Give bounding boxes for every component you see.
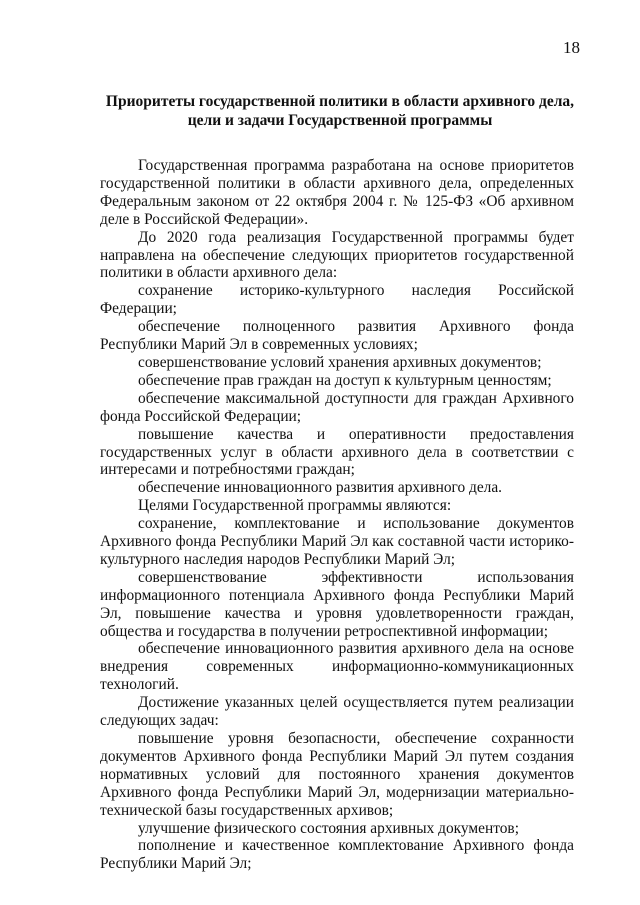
list-item: повышение уровня безопасности, обеспечение сохранности документов Архивного фонда Республики Марий Эл путем создания нормативных условий для постоянного хранения документов Архивного фонда Республики Марий Эл, модернизации материально-технической базы государственных архивов; xyxy=(100,730,574,819)
list-item: сохранение историко-культурного наследия Российской Федерации; xyxy=(100,282,574,318)
paragraph: До 2020 года реализация Государственной программы будет направлена на обеспечение следующих приоритетов государственной политики в области архивного дела: xyxy=(100,228,574,282)
list-item: повышение качества и оперативности предоставления государственных услуг в области архивного дела в соответствии с интересами и потребностями граждан; xyxy=(100,425,574,479)
paragraph: Достижение указанных целей осуществляется путем реализации следующих задач: xyxy=(100,694,574,730)
paragraph: Государственная программа разработана на основе приоритетов государственной политики в области архивного дела, определенных Федеральным законом от 22 октября 2004 г. № 125-ФЗ «Об архивном деле в Российской Федерации». xyxy=(100,157,574,228)
paragraph: Целями Государственной программы являются: xyxy=(138,497,452,515)
list-item: совершенствование условий хранения архивных документов; xyxy=(138,353,542,371)
page-number: 18 xyxy=(563,38,580,57)
list-item: сохранение, комплектование и использование документов Архивного фонда Республики Марий Эл как составной части историко-культурного наследия народов Республики Марий Эл; xyxy=(100,515,574,568)
list-item: обеспечение максимальной доступности для граждан Архивного фонда Российской Федерации; xyxy=(100,389,574,425)
section-title xyxy=(100,92,580,130)
list-item: обеспечение прав граждан на доступ к культурным ценностям; xyxy=(138,371,552,389)
list-item: обеспечение инновационного развития архивного дела на основе внедрения современных информационно-коммуникационных технологий. xyxy=(100,640,574,694)
document-body xyxy=(100,157,574,873)
list-item: обеспечение полноценного развития Архивного фонда Республики Марий Эл в современных условиях; xyxy=(100,318,574,354)
list-item: улучшение физического состояния архивных документов; xyxy=(138,819,519,837)
section-title-line: Приоритеты государственной политики в области архивного дела, xyxy=(105,93,575,110)
list-item: совершенствование эффективности использования информационного потенциала Архивного фонда Республики Марий Эл, повышение качества и уровня удовлетворенности граждан, общества и государства в получении ретроспективной информации; xyxy=(100,568,574,640)
section-title-line: цели и задачи Государственной программы xyxy=(187,112,493,129)
list-item: обеспечение инновационного развития архивного дела. xyxy=(138,479,503,497)
list-item: пополнение и качественное комплектование Архивного фонда Республики Марий Эл; xyxy=(100,837,574,873)
